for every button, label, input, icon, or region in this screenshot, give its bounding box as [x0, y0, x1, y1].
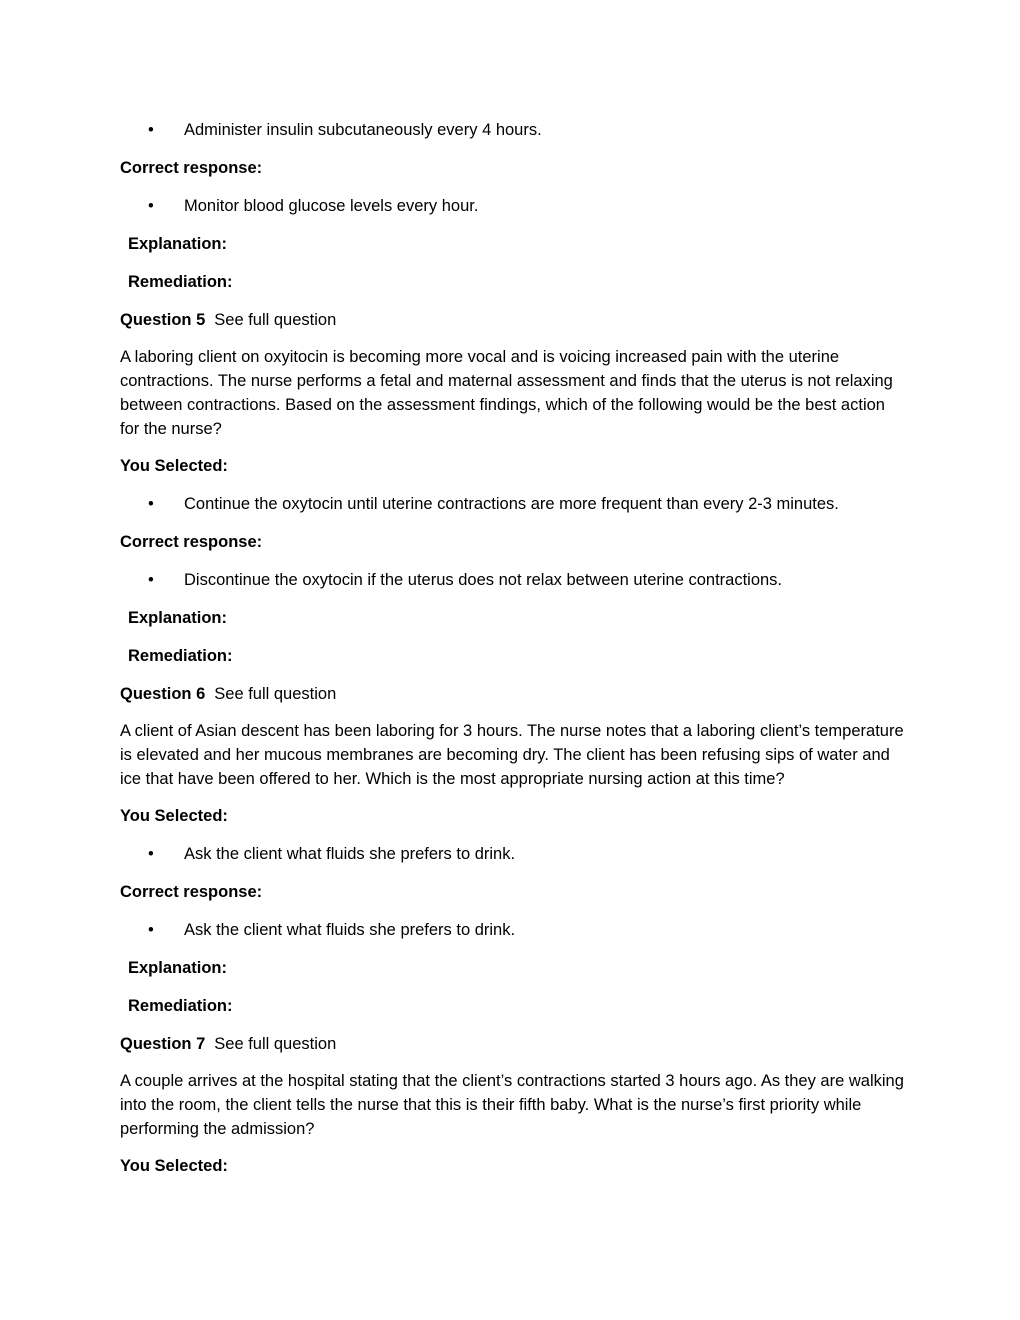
correct-answer-item — [120, 918, 905, 942]
question-number: Question 6 — [120, 685, 206, 703]
correct-answer-text: Ask the client what fluids she prefers to drink. — [184, 921, 516, 939]
selected-answer-text: Administer insulin subcutaneously every 4 hours. — [184, 121, 542, 139]
you-selected-label: You Selected: — [120, 807, 228, 825]
question-7-text: A couple arrives at the hospital stating that the client’s contractions started 3 hours ago. As they are walking into the room, the client tells the nurse that this is their fifth baby. What is the nurse’s first priority while performing the admission? — [120, 1072, 904, 1138]
question-5-text: A laboring client on oxyitocin is becoming more vocal and is voicing increased pain with the uterine contractions. The nurse performs a fetal and maternal assessment and finds that the uterus is not relaxing between contractions. Based on the assessment findings, which of the following would be the best action for the nurse? — [120, 348, 893, 438]
remediation-label: Remediation: — [128, 997, 233, 1015]
selected-answer-text: Ask the client what fluids she prefers to drink. — [184, 845, 516, 863]
bullet-icon: • — [148, 495, 154, 513]
bullet-icon: • — [148, 921, 154, 939]
question-7-header — [120, 1032, 905, 1056]
see-full-question-link[interactable]: See full question — [214, 685, 337, 703]
correct-response-label: Correct response: — [120, 533, 263, 551]
you-selected-label: You Selected: — [120, 457, 228, 475]
question-6-header — [120, 682, 905, 706]
bullet-icon: • — [148, 571, 154, 589]
bullet-icon: • — [148, 121, 154, 139]
selected-answer-item — [120, 842, 905, 866]
question-number: Question 5 — [120, 311, 206, 329]
bullet-icon: • — [148, 845, 154, 863]
question-5-header — [120, 308, 905, 332]
selected-answer-item — [120, 118, 905, 142]
selected-answer-text: Continue the oxytocin until uterine contractions are more frequent than every 2-3 minutes. — [184, 495, 839, 513]
correct-answer-text: Discontinue the oxytocin if the uterus does not relax between uterine contractions. — [184, 571, 783, 589]
correct-answer-item — [120, 194, 905, 218]
bullet-icon: • — [148, 197, 154, 215]
remediation-label: Remediation: — [128, 647, 233, 665]
correct-answer-text: Monitor blood glucose levels every hour. — [184, 197, 479, 215]
document-page — [120, 118, 905, 1192]
explanation-label: Explanation: — [128, 235, 228, 253]
you-selected-label: You Selected: — [120, 1157, 228, 1175]
explanation-label: Explanation: — [128, 959, 228, 977]
see-full-question-link[interactable]: See full question — [214, 1035, 337, 1053]
remediation-label: Remediation: — [128, 273, 233, 291]
correct-answer-item — [120, 568, 905, 592]
selected-answer-item — [120, 492, 905, 516]
question-number: Question 7 — [120, 1035, 206, 1053]
question-6-text: A client of Asian descent has been laboring for 3 hours. The nurse notes that a laboring client’s temperature is elevated and her mucous membranes are becoming dry. The client has been refusing sips of water and ice that have been offered to her. Which is the most appropriate nursing action at this time? — [120, 722, 904, 788]
correct-response-label: Correct response: — [120, 159, 263, 177]
see-full-question-link[interactable]: See full question — [214, 311, 337, 329]
explanation-label: Explanation: — [128, 609, 228, 627]
correct-response-label: Correct response: — [120, 883, 263, 901]
